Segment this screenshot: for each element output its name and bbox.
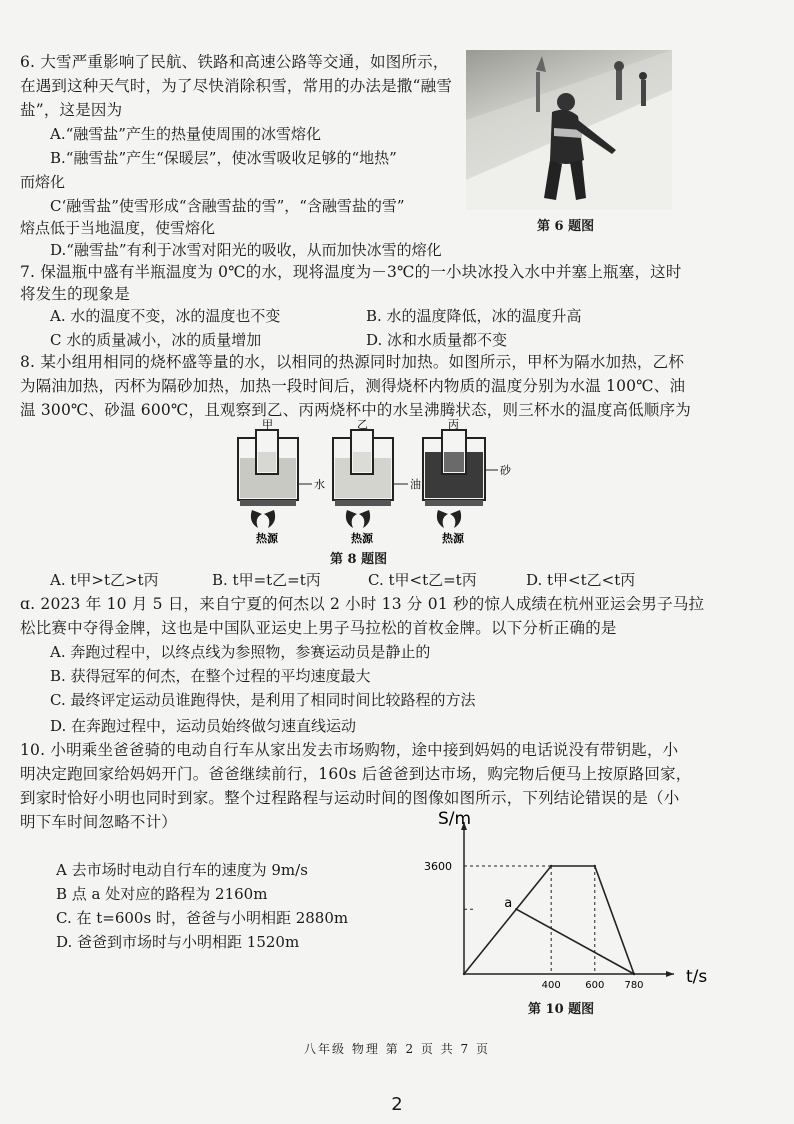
medium-label-sand: 砂 xyxy=(500,464,511,477)
distance-time-chart xyxy=(400,808,708,1008)
series-0-point-1 xyxy=(550,865,552,867)
q8-option-b: B. t甲=t乙=t丙 xyxy=(212,571,321,589)
q10-stem-line-3: 到家时恰好小明也同时到家。整个过程路程与运动时间的图像如图所示，下列结论错误的是（小 xyxy=(20,789,680,807)
chart-series xyxy=(463,865,635,975)
beaker-jia xyxy=(238,430,312,528)
q8-figure-caption: 第 8 题图 xyxy=(330,552,388,567)
snow-worker-photo xyxy=(466,50,672,210)
xtick-label-1: 600 xyxy=(585,980,605,991)
q8-stem-line-2: 为隔油加热，丙杯为隔砂加热，加热一段时间后，测得烧杯内物质的温度分别为水温 100℃、油 xyxy=(20,377,686,395)
medium-label-oil: 油 xyxy=(410,478,421,491)
point-a-label: a xyxy=(504,896,513,912)
chart-axes xyxy=(461,822,674,977)
y-axis-label: S/m xyxy=(438,809,472,829)
q6-stem-line-1: 6. 大雪严重影响了民航、铁路和高速公路等交通，如图所示， xyxy=(20,53,449,71)
q10-option-d: D. 爸爸到市场时与小明相距 1520m xyxy=(56,933,300,951)
q8-option-d: D. t甲<t乙<t丙 xyxy=(526,571,636,589)
q9-option-d: D. 在奔跑过程中，运动员始终做匀速直线运动 xyxy=(50,717,357,735)
ytick-label-0: 3600 xyxy=(424,860,452,873)
series-1-point-1 xyxy=(633,973,635,975)
q6-option-a: A.“融雪盐”产生的热量使周围的冰雪熔化 xyxy=(50,125,321,143)
q10-stem-line-1: 10. 小明乘坐爸爸骑的电动自行车从家出发去市场购物，途中接到妈妈的电话说没有带钥匙，小 xyxy=(20,741,679,759)
q10-option-a: A 去市场时电动自行车的速度为 9m/s xyxy=(56,861,308,879)
q10-option-b: B 点 a 处对应的路程为 2160m xyxy=(56,885,268,903)
q10-option-c: C. 在 t=600s 时，爸爸与小明相距 2880m xyxy=(56,909,349,927)
xtick-label-0: 400 xyxy=(541,980,561,991)
q8-option-a: A. t甲>t乙>t丙 xyxy=(50,571,159,589)
beaker-label-yi: 乙 xyxy=(357,418,368,431)
q6-option-b: B.“融雪盐”产生“保暖层”，使冰雪吸收足够的“地热” xyxy=(50,149,397,167)
q7-option-d: D. 冰和水质量都不变 xyxy=(366,331,508,349)
q9-stem-line-2: 松比赛中夺得金牌，这也是中国队亚运史上男子马拉松的首枚金牌。以下分析正确的是 xyxy=(20,619,617,637)
q9-option-b: B. 获得冠军的何杰，在整个过程的平均速度最大 xyxy=(50,667,371,685)
x-axis-arrow xyxy=(666,971,674,977)
q9-stem-line-1: ɑ. 2023 年 10 月 5 日，来自宁夏的何杰以 2 小时 13 分 01 秒的惊人成绩在杭州亚运会男子马拉 xyxy=(20,595,705,613)
q9-option-c: C. 最终评定运动员谁跑得快，是利用了相同时间比较路程的方法 xyxy=(50,691,476,709)
beaker-label-jia: 甲 xyxy=(262,418,273,431)
q9-option-a: A. 奔跑过程中，以终点线为参照物，参赛运动员是静止的 xyxy=(50,643,431,661)
series-0-point-2 xyxy=(594,865,596,867)
beaker-label-bing: 丙 xyxy=(448,418,459,431)
xtick-label-2: 780 xyxy=(624,980,644,991)
page-footer: 八年级 物理 第 2 页 共 7 页 xyxy=(304,1042,490,1056)
q8-option-c: C. t甲<t乙=t丙 xyxy=(368,571,477,589)
q7-option-c: C 水的质量减小，冰的质量增加 xyxy=(50,331,262,349)
q7-option-b: B. 水的温度降低，冰的温度升高 xyxy=(366,307,582,325)
q6-stem-line-2: 在遇到这种天气时，为了尽快消除积雪，常用的办法是撒“融雪 xyxy=(20,77,453,95)
page-number: 2 xyxy=(391,1094,403,1115)
series-line-0 xyxy=(464,866,634,974)
q10-stem-line-2: 明决定跑回家给妈妈开门。爸爸继续前行，160s 后爸爸到达市场，购完物后便马上按原路回家， xyxy=(20,765,692,783)
q7-stem-line-2: 将发生的现象是 xyxy=(20,285,130,303)
series-0-point-0 xyxy=(463,973,465,975)
series-1-point-0 xyxy=(515,908,517,910)
x-axis-label: t/s xyxy=(686,967,708,987)
q10-stem-line-4: 明下车时间忽略不计） xyxy=(20,813,178,831)
heat-source-label-1: 热源 xyxy=(256,532,278,545)
q7-stem-line-1: 7. 保温瓶中盛有半瓶温度为 0℃的水，现将温度为－3℃的一小块冰投入水中并塞上瓶塞，这时 xyxy=(20,263,682,281)
q8-stem-line-3: 温 300℃、砂温 600℃，且观察到乙、丙两烧杯中的水呈沸腾状态，则三杯水的温度高低顺序为 xyxy=(20,401,691,419)
beaker-bing xyxy=(423,430,498,528)
q7-option-a: A. 水的温度不变，冰的温度也不变 xyxy=(50,307,281,325)
beaker-yi xyxy=(333,430,408,528)
q10-figure-caption: 第 10 题图 xyxy=(528,1002,595,1017)
beakers-diagram xyxy=(228,418,528,546)
series-line-1 xyxy=(516,909,634,974)
heat-source-label-3: 热源 xyxy=(442,532,464,545)
q6-option-c-cont: 熔点低于当地温度，使雪熔化 xyxy=(20,219,216,237)
heat-source-label-2: 热源 xyxy=(351,532,373,545)
q6-option-b-cont: 而熔化 xyxy=(20,173,66,191)
q6-stem-line-3: 盐”，这是因为 xyxy=(20,101,123,119)
q6-option-c: C‘融雪盐”使雪形成“含融雪盐的雪”，“含融雪盐的雪” xyxy=(50,197,405,215)
medium-label-water: 水 xyxy=(314,478,325,491)
chart-labels xyxy=(424,809,707,991)
q8-stem-line-1: 8. 某小组用相同的烧杯盛等量的水，以相同的热源同时加热。如图所示，甲杯为隔水加热，乙杯 xyxy=(20,353,685,371)
q6-figure-caption: 第 6 题图 xyxy=(537,219,595,234)
q6-option-d: D.“融雪盐”有利于冰雪对阳光的吸收，从而加快冰雪的熔化 xyxy=(50,241,442,259)
